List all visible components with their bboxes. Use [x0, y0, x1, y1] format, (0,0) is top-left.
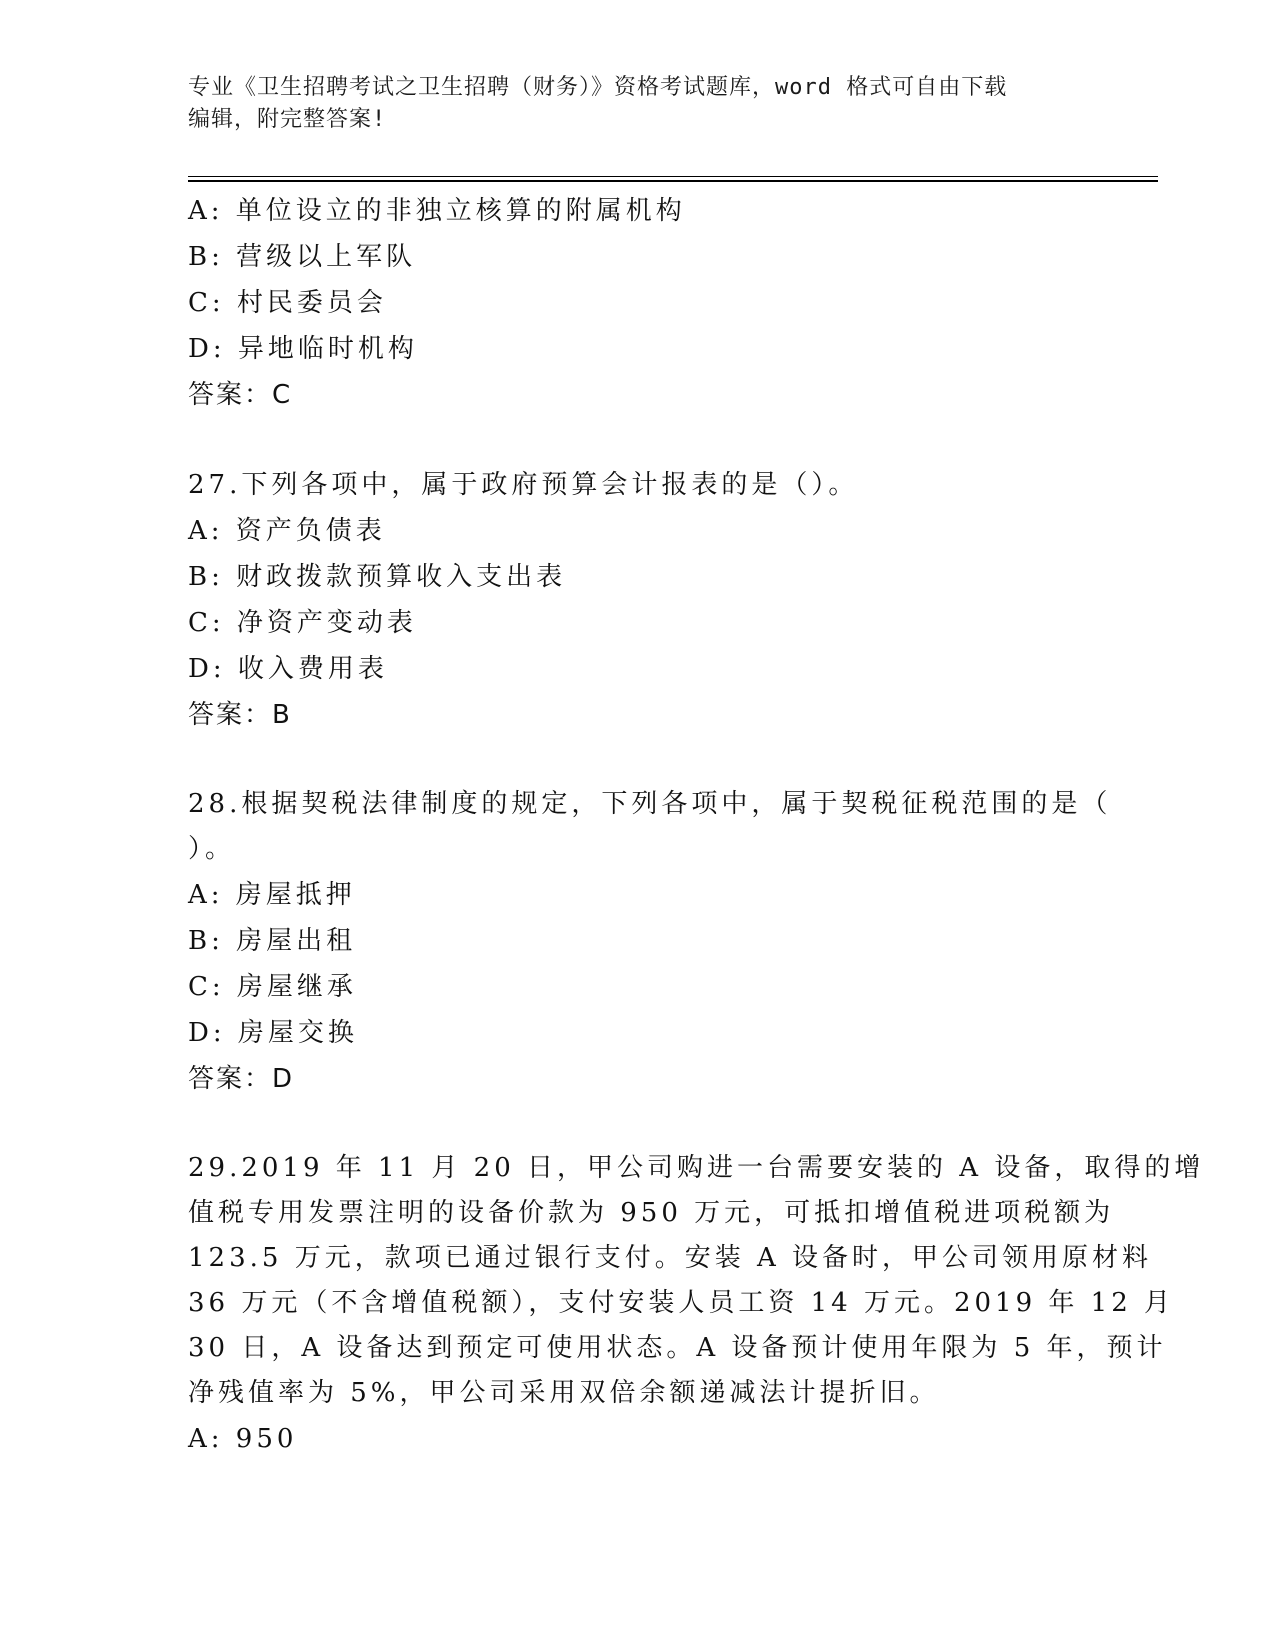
question-line: 28.根据契税法律制度的规定，下列各项中，属于契税征税范围的是（ [188, 789, 1112, 819]
option-c: C: 净资产变动表 [188, 608, 417, 638]
option-a: A: 房屋抵押 [188, 880, 356, 910]
question-list [188, 188, 1205, 1462]
spacer [188, 738, 1088, 782]
question-line: 净残值率为 5%，甲公司采用双倍余额递减法计提折旧。 [188, 1378, 940, 1408]
answer-label: 答案：C [188, 380, 293, 410]
answer-label: 答案：D [188, 1064, 295, 1094]
header-line-1: 专业《卫生招聘考试之卫生招聘（财务）》资格考试题库，word 格式可自由下载 [188, 75, 1008, 100]
question-26 [188, 188, 1088, 418]
question-text: 27.下列各项中，属于政府预算会计报表的是（）。 [188, 470, 859, 500]
question-line: 值税专用发票注明的设备价款为 950 万元，可抵扣增值税进项税额为 [188, 1198, 1115, 1228]
answer-label: 答案：B [188, 700, 292, 730]
header-divider-thin [188, 176, 1158, 177]
option-b: B: 财政拨款预算收入支出表 [188, 562, 567, 592]
option-a: A: 资产负债表 [188, 516, 386, 546]
question-line: 36 万元（不含增值税额），支付安装人员工资 14 万元。2019 年 12 月 [188, 1288, 1175, 1318]
question-line: 123.5 万元，款项已通过银行支付。安装 A 设备时，甲公司领用原材料 [188, 1243, 1153, 1273]
question-text [188, 1146, 1205, 1416]
option-c: C: 房屋继承 [188, 972, 357, 1002]
option-d: D: 收入费用表 [188, 654, 388, 684]
question-text [188, 782, 1112, 872]
header-line-2: 编辑，附完整答案! [188, 107, 387, 132]
spacer [188, 1102, 1088, 1146]
question-27 [188, 462, 1088, 738]
question-line: ）。 [188, 834, 236, 864]
option-a: A: 单位设立的非独立核算的附属机构 [188, 196, 686, 226]
header-divider-thick [188, 180, 1158, 182]
question-29 [188, 1146, 1205, 1462]
question-line: 30 日，A 设备达到预定可使用状态。A 设备预计使用年限为 5 年，预计 [188, 1333, 1167, 1363]
question-line: 29.2019 年 11 月 20 日，甲公司购进一台需要安装的 A 设备，取得的增 [188, 1153, 1205, 1183]
option-b: B: 营级以上军队 [188, 242, 417, 272]
question-28 [188, 782, 1112, 1102]
document-header [188, 72, 1088, 136]
option-c: C: 村民委员会 [188, 288, 387, 318]
spacer [188, 418, 1088, 462]
option-d: D: 房屋交换 [188, 1018, 358, 1048]
option-b: B: 房屋出租 [188, 926, 357, 956]
option-a: A: 950 [188, 1424, 298, 1454]
option-d: D: 异地临时机构 [188, 334, 418, 364]
